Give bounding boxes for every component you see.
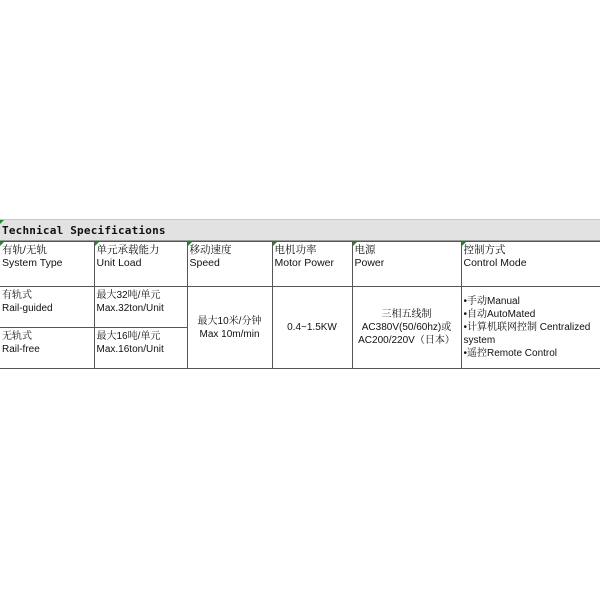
cell-marker-icon bbox=[462, 242, 466, 246]
system-type-cn: 有轨式 bbox=[2, 290, 32, 301]
header-en: Control Mode bbox=[463, 257, 527, 269]
speed-cn: 最大10米/分钟 bbox=[197, 315, 262, 327]
control-mode-item: •自动AutoMated bbox=[463, 309, 536, 320]
header-en: Speed bbox=[189, 257, 220, 269]
cell-marker-icon bbox=[95, 242, 99, 246]
table-row bbox=[0, 287, 600, 328]
system-type-en: Rail-guided bbox=[2, 303, 53, 314]
header-system-type bbox=[0, 242, 94, 287]
cell-speed bbox=[187, 287, 272, 369]
header-speed bbox=[187, 242, 272, 287]
cell-power bbox=[352, 287, 461, 369]
control-mode-item: •计算机联网控制 Centralized system bbox=[463, 322, 591, 346]
unit-load-en: Max.16ton/Unit bbox=[96, 344, 164, 355]
cell-unit-load bbox=[94, 287, 187, 328]
header-en: Unit Load bbox=[96, 257, 142, 269]
power-line: 三相五线制 bbox=[381, 309, 432, 320]
header-en: Power bbox=[354, 257, 385, 269]
power-line: AC380V(50/60hz)或 bbox=[361, 322, 452, 333]
header-motor-power bbox=[272, 242, 352, 287]
cell-marker-icon bbox=[188, 242, 192, 246]
control-mode-item: •手动Manual bbox=[463, 296, 520, 307]
cell-marker-icon bbox=[0, 220, 4, 224]
speed-en: Max 10m/min bbox=[199, 328, 260, 340]
cell-motor-power bbox=[272, 287, 352, 369]
cell-marker-icon bbox=[353, 242, 357, 246]
header-unit-load bbox=[94, 242, 187, 287]
table-title-bar bbox=[0, 219, 600, 241]
power-line: AC200/220V（日本） bbox=[358, 335, 455, 346]
spec-sheet bbox=[0, 219, 600, 369]
control-mode-item: •遥控Remote Control bbox=[463, 348, 558, 359]
header-cn: 电机功率 bbox=[274, 244, 317, 256]
cell-unit-load bbox=[94, 328, 187, 369]
header-cn: 控制方式 bbox=[463, 244, 506, 256]
unit-load-en: Max.32ton/Unit bbox=[96, 303, 164, 314]
motor-power-value: 0.4~1.5KW bbox=[287, 322, 337, 333]
cell-marker-icon bbox=[273, 242, 277, 246]
header-en: Motor Power bbox=[274, 257, 335, 269]
header-cn: 有轨/无轨 bbox=[2, 244, 47, 256]
cell-control-mode bbox=[461, 287, 600, 369]
table-title: Technical Specifications bbox=[2, 224, 166, 237]
unit-load-cn: 最大32吨/单元 bbox=[96, 290, 161, 301]
system-type-en: Rail-free bbox=[2, 344, 40, 355]
spec-table bbox=[0, 241, 600, 369]
header-en: System Type bbox=[2, 257, 63, 269]
unit-load-cn: 最大16吨/单元 bbox=[96, 331, 161, 342]
header-power bbox=[352, 242, 461, 287]
header-cn: 单元承载能力 bbox=[96, 244, 160, 256]
system-type-cn: 无轨式 bbox=[2, 331, 32, 342]
header-cn: 电源 bbox=[354, 244, 376, 256]
cell-marker-icon bbox=[0, 242, 4, 246]
cell-system-type bbox=[0, 287, 94, 328]
header-cn: 移动速度 bbox=[189, 244, 232, 256]
header-control-mode bbox=[461, 242, 600, 287]
cell-system-type bbox=[0, 328, 94, 369]
header-row bbox=[0, 242, 600, 287]
